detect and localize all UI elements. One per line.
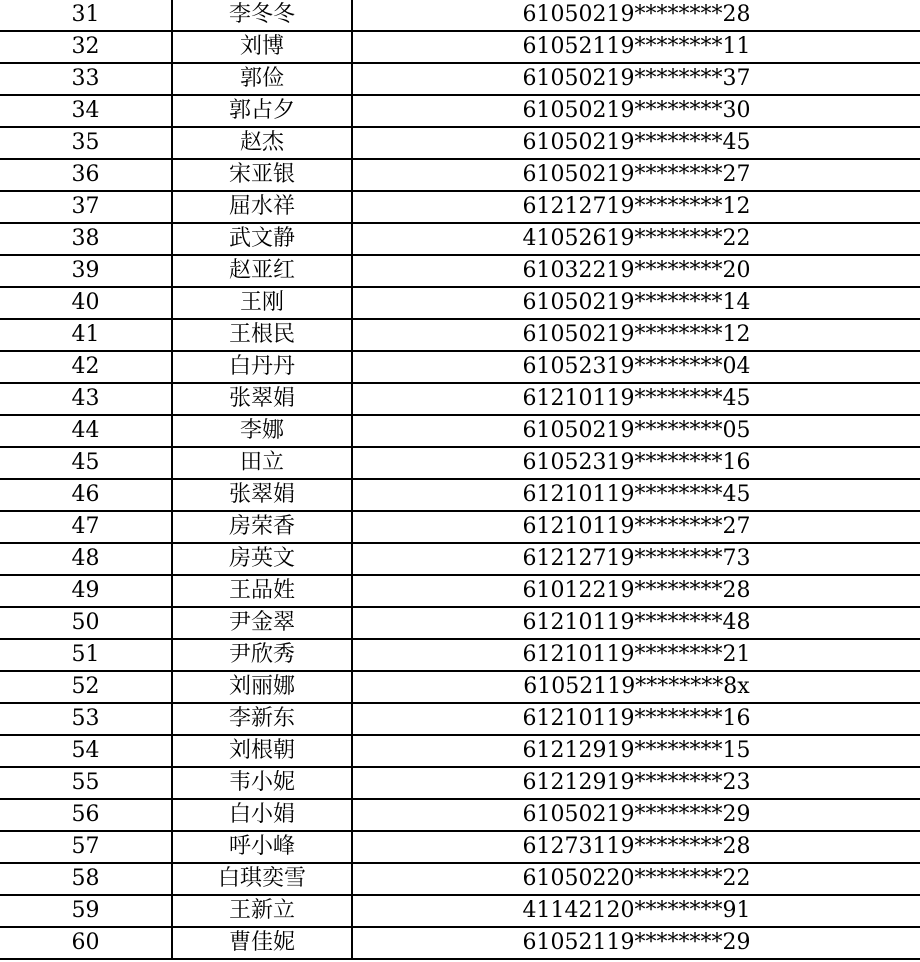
table-row xyxy=(0,479,920,511)
row-number: 36 xyxy=(0,159,172,191)
person-name: 赵亚红 xyxy=(172,255,352,287)
row-number: 54 xyxy=(0,735,172,767)
id-number: 61052319********04 xyxy=(352,351,920,383)
row-number: 34 xyxy=(0,95,172,127)
table-row xyxy=(0,799,920,831)
person-name: 王刚 xyxy=(172,287,352,319)
row-number: 31 xyxy=(0,0,172,31)
person-name: 刘根朝 xyxy=(172,735,352,767)
row-number: 48 xyxy=(0,543,172,575)
table-row xyxy=(0,639,920,671)
table-row xyxy=(0,543,920,575)
person-name: 白琪奕雪 xyxy=(172,863,352,895)
person-name: 尹金翠 xyxy=(172,607,352,639)
table-row xyxy=(0,351,920,383)
person-name: 房荣香 xyxy=(172,511,352,543)
id-number: 61050219********45 xyxy=(352,127,920,159)
id-number: 61210119********45 xyxy=(352,383,920,415)
id-number: 61212919********23 xyxy=(352,767,920,799)
row-number: 38 xyxy=(0,223,172,255)
person-name: 呼小峰 xyxy=(172,831,352,863)
id-number: 61032219********20 xyxy=(352,255,920,287)
table-row xyxy=(0,703,920,735)
id-number: 61210119********16 xyxy=(352,703,920,735)
id-number: 41052619********22 xyxy=(352,223,920,255)
row-number: 33 xyxy=(0,63,172,95)
table-row xyxy=(0,863,920,895)
table-row xyxy=(0,31,920,63)
person-name: 曹佳妮 xyxy=(172,927,352,959)
table-row xyxy=(0,191,920,223)
row-number: 47 xyxy=(0,511,172,543)
table-row xyxy=(0,287,920,319)
id-number: 61212719********73 xyxy=(352,543,920,575)
person-name: 王根民 xyxy=(172,319,352,351)
person-name: 张翠娟 xyxy=(172,383,352,415)
person-name: 白小娟 xyxy=(172,799,352,831)
row-number: 49 xyxy=(0,575,172,607)
table-row xyxy=(0,383,920,415)
row-number: 56 xyxy=(0,799,172,831)
row-number: 52 xyxy=(0,671,172,703)
table-row xyxy=(0,831,920,863)
id-number: 61050219********12 xyxy=(352,319,920,351)
id-number: 61210119********45 xyxy=(352,479,920,511)
id-number: 61050219********30 xyxy=(352,95,920,127)
row-number: 58 xyxy=(0,863,172,895)
person-name: 武文静 xyxy=(172,223,352,255)
table-row xyxy=(0,415,920,447)
row-number: 60 xyxy=(0,927,172,959)
table-row xyxy=(0,159,920,191)
person-name: 王品姓 xyxy=(172,575,352,607)
table-row xyxy=(0,575,920,607)
id-number: 41142120********91 xyxy=(352,895,920,927)
id-number: 61050219********37 xyxy=(352,63,920,95)
row-number: 46 xyxy=(0,479,172,511)
table-row xyxy=(0,511,920,543)
person-name: 宋亚银 xyxy=(172,159,352,191)
id-number: 61052319********16 xyxy=(352,447,920,479)
person-name: 李新东 xyxy=(172,703,352,735)
person-name: 郭俭 xyxy=(172,63,352,95)
id-number: 61210119********48 xyxy=(352,607,920,639)
table-row xyxy=(0,63,920,95)
person-name: 刘丽娜 xyxy=(172,671,352,703)
row-number: 53 xyxy=(0,703,172,735)
id-number: 61050219********05 xyxy=(352,415,920,447)
id-number: 61012219********28 xyxy=(352,575,920,607)
person-name: 屈水祥 xyxy=(172,191,352,223)
person-name: 田立 xyxy=(172,447,352,479)
table-row xyxy=(0,255,920,287)
table-row xyxy=(0,319,920,351)
id-number: 61210119********21 xyxy=(352,639,920,671)
row-number: 59 xyxy=(0,895,172,927)
id-number: 61050219********14 xyxy=(352,287,920,319)
table-row xyxy=(0,767,920,799)
row-number: 51 xyxy=(0,639,172,671)
row-number: 44 xyxy=(0,415,172,447)
table-row xyxy=(0,223,920,255)
id-number: 61050219********28 xyxy=(352,0,920,31)
table-row xyxy=(0,735,920,767)
table-row xyxy=(0,447,920,479)
person-name: 李冬冬 xyxy=(172,0,352,31)
table-row xyxy=(0,927,920,959)
row-number: 39 xyxy=(0,255,172,287)
person-name: 房英文 xyxy=(172,543,352,575)
row-number: 41 xyxy=(0,319,172,351)
table-row xyxy=(0,895,920,927)
id-number: 61050220********22 xyxy=(352,863,920,895)
table-row xyxy=(0,0,920,31)
id-number: 61052119********8x xyxy=(352,671,920,703)
person-name: 王新立 xyxy=(172,895,352,927)
person-name: 韦小妮 xyxy=(172,767,352,799)
row-number: 50 xyxy=(0,607,172,639)
table-row xyxy=(0,127,920,159)
id-number: 61212719********12 xyxy=(352,191,920,223)
row-number: 42 xyxy=(0,351,172,383)
id-number: 61212919********15 xyxy=(352,735,920,767)
row-number: 45 xyxy=(0,447,172,479)
person-name: 白丹丹 xyxy=(172,351,352,383)
person-name: 张翠娟 xyxy=(172,479,352,511)
row-number: 32 xyxy=(0,31,172,63)
row-number: 43 xyxy=(0,383,172,415)
id-number: 61050219********27 xyxy=(352,159,920,191)
row-number: 37 xyxy=(0,191,172,223)
person-name: 刘博 xyxy=(172,31,352,63)
person-name: 赵杰 xyxy=(172,127,352,159)
id-number: 61050219********29 xyxy=(352,799,920,831)
table-row xyxy=(0,95,920,127)
id-number: 61210119********27 xyxy=(352,511,920,543)
row-number: 55 xyxy=(0,767,172,799)
id-number: 61273119********28 xyxy=(352,831,920,863)
id-number: 61052119********29 xyxy=(352,927,920,959)
table-row xyxy=(0,607,920,639)
row-number: 57 xyxy=(0,831,172,863)
person-name: 李娜 xyxy=(172,415,352,447)
row-number: 35 xyxy=(0,127,172,159)
id-number: 61052119********11 xyxy=(352,31,920,63)
row-number: 40 xyxy=(0,287,172,319)
person-name: 尹欣秀 xyxy=(172,639,352,671)
person-name: 郭占夕 xyxy=(172,95,352,127)
table-row xyxy=(0,671,920,703)
